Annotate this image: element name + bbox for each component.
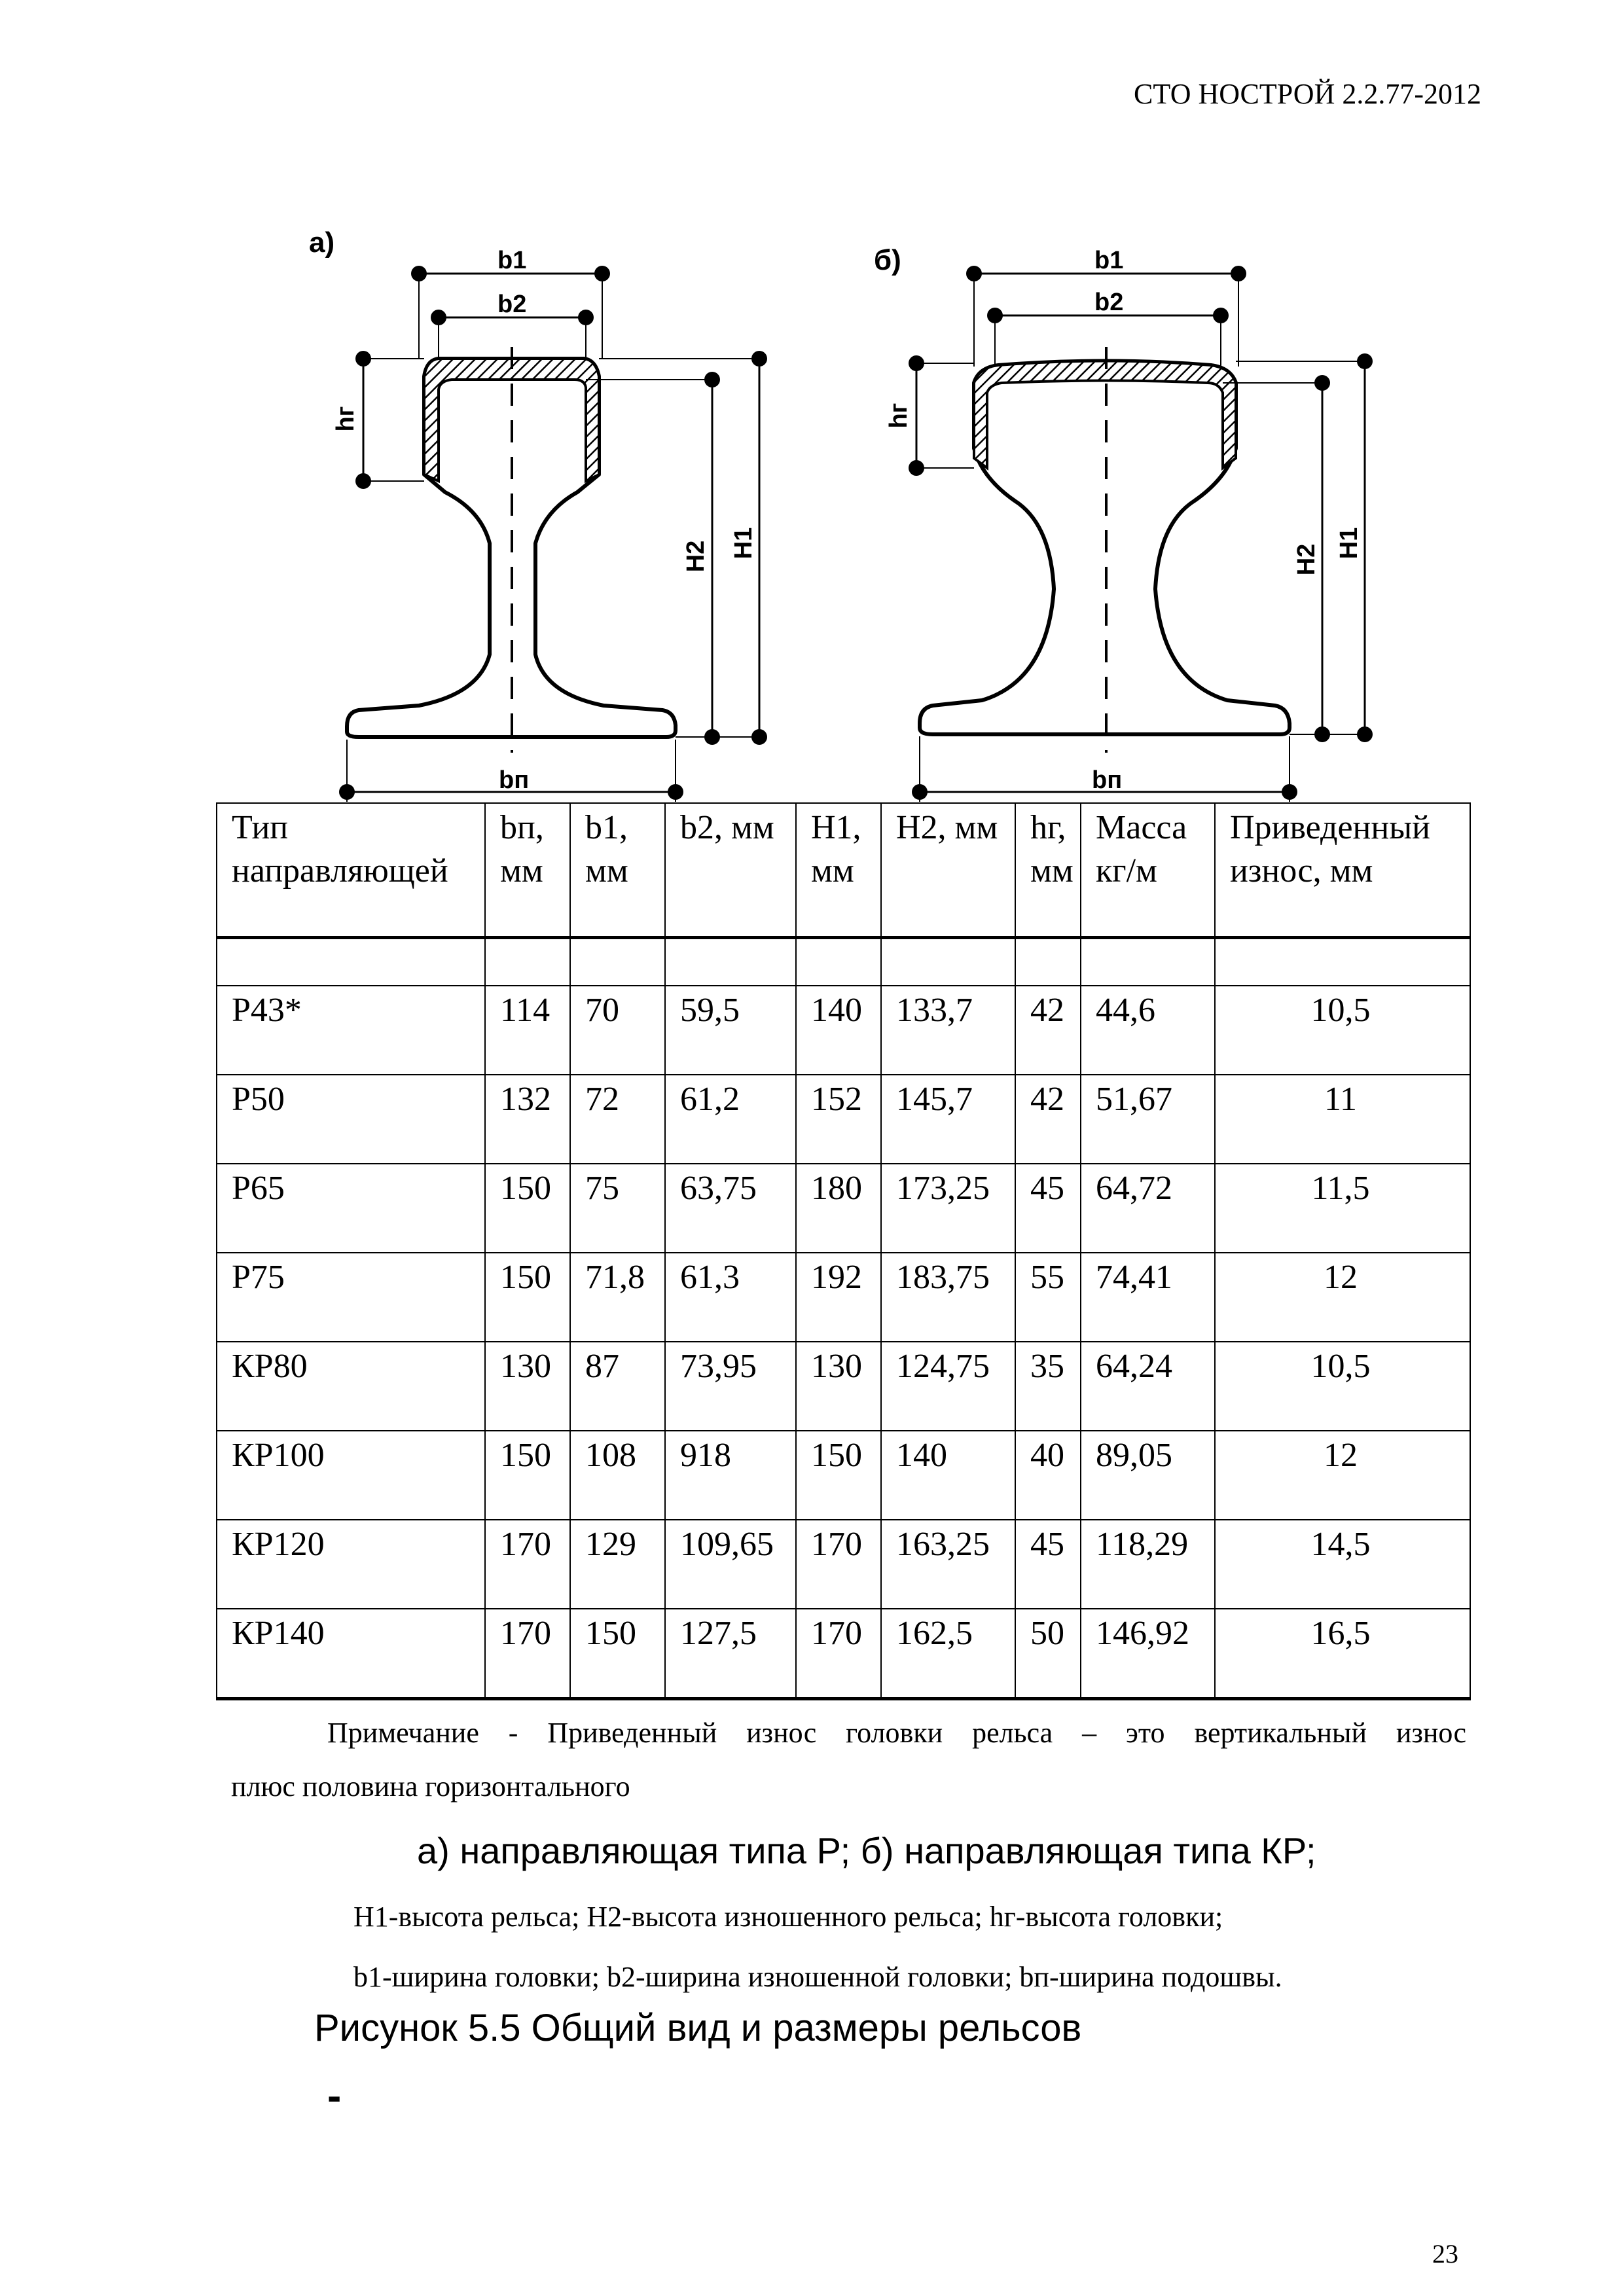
cell-H2: 133,7: [881, 986, 1015, 1075]
header-bp: bп, мм: [485, 803, 570, 938]
table-row: [217, 1520, 1470, 1609]
cell-b2: 918: [665, 1431, 796, 1520]
cell-H1: 140: [796, 986, 881, 1075]
table-note-line-1: Примечание - Приведенный износ головки рельса – это вертикальный износ: [327, 1717, 1466, 1749]
cell-type: КР120: [217, 1520, 485, 1609]
cell-b2: 63,75: [665, 1164, 796, 1253]
dim-H2-b: H2: [1293, 543, 1320, 576]
cell-b1: 70: [570, 986, 665, 1075]
cell-bp: 114: [485, 986, 570, 1075]
figure-legend-line-1: H1-высота рельса; H2-высота изношенного рельса; hг-высота головки;: [353, 1901, 1223, 1933]
header-hg: hг, мм: [1015, 803, 1081, 938]
cell-b2: 109,65: [665, 1520, 796, 1609]
header-H1: H1, мм: [796, 803, 881, 938]
cell-H1: 170: [796, 1520, 881, 1609]
cell-wear: 14,5: [1215, 1520, 1470, 1609]
header-mass: Масса кг/м: [1081, 803, 1215, 938]
profile-a: [309, 226, 759, 802]
dim-bp-b: bп: [1092, 766, 1123, 794]
cell-H1: 152: [796, 1075, 881, 1164]
cell-wear: 11: [1215, 1075, 1470, 1164]
rail-profiles-figure: [0, 0, 1624, 812]
dash-mark: -: [327, 2072, 342, 2119]
profile-b: [874, 244, 1365, 802]
cell-wear: 12: [1215, 1253, 1470, 1342]
cell-mass: 44,6: [1081, 986, 1215, 1075]
cell-bp: 130: [485, 1342, 570, 1431]
cell-wear: 12: [1215, 1431, 1470, 1520]
table-row: [217, 1342, 1470, 1431]
cell-type: КР80: [217, 1342, 485, 1431]
page-number: 23: [1432, 2239, 1458, 2269]
cell-bp: 150: [485, 1164, 570, 1253]
cell-bp: 150: [485, 1431, 570, 1520]
cell-bp: 170: [485, 1520, 570, 1609]
cell-bp: 150: [485, 1253, 570, 1342]
cell-wear: 10,5: [1215, 1342, 1470, 1431]
table-row: [217, 1075, 1470, 1164]
cell-hg: 45: [1015, 1520, 1081, 1609]
table-row: [217, 1253, 1470, 1342]
cell-wear: 16,5: [1215, 1609, 1470, 1699]
cell-b2: 73,95: [665, 1342, 796, 1431]
dim-b2-b: b2: [1094, 289, 1124, 316]
cell-mass: 118,29: [1081, 1520, 1215, 1609]
panel-a-label: а): [309, 226, 335, 259]
cell-H1: 180: [796, 1164, 881, 1253]
table-note-line-2: плюс половина горизонтального: [231, 1770, 630, 1803]
cell-b2: 61,2: [665, 1075, 796, 1164]
panel-b-label: б): [874, 244, 901, 276]
cell-wear: 10,5: [1215, 986, 1470, 1075]
cell-b1: 108: [570, 1431, 665, 1520]
dim-H2-a: H2: [682, 540, 710, 573]
cell-H1: 150: [796, 1431, 881, 1520]
dim-b1-a: b1: [497, 247, 527, 274]
cell-H2: 183,75: [881, 1253, 1015, 1342]
cell-wear: 11,5: [1215, 1164, 1470, 1253]
table-row: [217, 1609, 1470, 1699]
cell-b1: 129: [570, 1520, 665, 1609]
dim-H1-a: H1: [730, 527, 757, 560]
cell-H2: 173,25: [881, 1164, 1015, 1253]
header-wear: Приведенный износ, мм: [1215, 803, 1470, 938]
dim-b2-a: b2: [497, 291, 527, 318]
cell-b1: 87: [570, 1342, 665, 1431]
cell-bp: 132: [485, 1075, 570, 1164]
table-row: [217, 1431, 1470, 1520]
cell-hg: 42: [1015, 1075, 1081, 1164]
cell-H2: 162,5: [881, 1609, 1015, 1699]
cell-type: КР100: [217, 1431, 485, 1520]
figure-title: Рисунок 5.5 Общий вид и размеры рельсов: [314, 2007, 1082, 2049]
cell-H2: 145,7: [881, 1075, 1015, 1164]
cell-type: Р65: [217, 1164, 485, 1253]
dim-b1-b: b1: [1094, 247, 1124, 274]
cell-mass: 64,72: [1081, 1164, 1215, 1253]
cell-mass: 146,92: [1081, 1609, 1215, 1699]
table-header-row: [217, 803, 1470, 938]
dim-hg-b: hг: [885, 403, 912, 429]
cell-b2: 61,3: [665, 1253, 796, 1342]
cell-b1: 75: [570, 1164, 665, 1253]
table-row: [217, 986, 1470, 1075]
cell-H1: 192: [796, 1253, 881, 1342]
document-code-header: СТО НОСТРОЙ 2.2.77-2012: [1134, 78, 1481, 110]
header-type: Тип направляющей: [217, 803, 485, 938]
dim-hg-a: hг: [332, 406, 359, 432]
header-b2: b2, мм: [665, 803, 796, 938]
cell-b1: 72: [570, 1075, 665, 1164]
cell-b2: 59,5: [665, 986, 796, 1075]
cell-H2: 124,75: [881, 1342, 1015, 1431]
cell-bp: 170: [485, 1609, 570, 1699]
rail-dimensions-table: [216, 802, 1471, 1700]
cell-H2: 140: [881, 1431, 1015, 1520]
dim-bp-a: bп: [499, 766, 530, 794]
cell-H1: 170: [796, 1609, 881, 1699]
dim-H1-b: H1: [1335, 527, 1363, 560]
cell-hg: 35: [1015, 1342, 1081, 1431]
figure-subcaption: а) направляющая типа Р; б) направляющая типа КР;: [417, 1830, 1316, 1871]
header-H2: H2, мм: [881, 803, 1015, 938]
table-row: [217, 1164, 1470, 1253]
cell-hg: 40: [1015, 1431, 1081, 1520]
cell-b1: 150: [570, 1609, 665, 1699]
header-b1: b1, мм: [570, 803, 665, 938]
cell-type: Р75: [217, 1253, 485, 1342]
cell-type: Р50: [217, 1075, 485, 1164]
cell-mass: 89,05: [1081, 1431, 1215, 1520]
cell-H1: 130: [796, 1342, 881, 1431]
cell-hg: 55: [1015, 1253, 1081, 1342]
table-spacer-row: [217, 938, 1470, 986]
cell-H2: 163,25: [881, 1520, 1015, 1609]
cell-type: Р43*: [217, 986, 485, 1075]
cell-hg: 45: [1015, 1164, 1081, 1253]
cell-b2: 127,5: [665, 1609, 796, 1699]
cell-hg: 42: [1015, 986, 1081, 1075]
cell-hg: 50: [1015, 1609, 1081, 1699]
figure-legend-line-2: b1-ширина головки; b2-ширина изношенной головки; bп-ширина подошвы.: [353, 1961, 1282, 1993]
cell-type: КР140: [217, 1609, 485, 1699]
cell-b1: 71,8: [570, 1253, 665, 1342]
cell-mass: 74,41: [1081, 1253, 1215, 1342]
worn-zone-b: [974, 361, 1236, 469]
cell-mass: 51,67: [1081, 1075, 1215, 1164]
cell-mass: 64,24: [1081, 1342, 1215, 1431]
